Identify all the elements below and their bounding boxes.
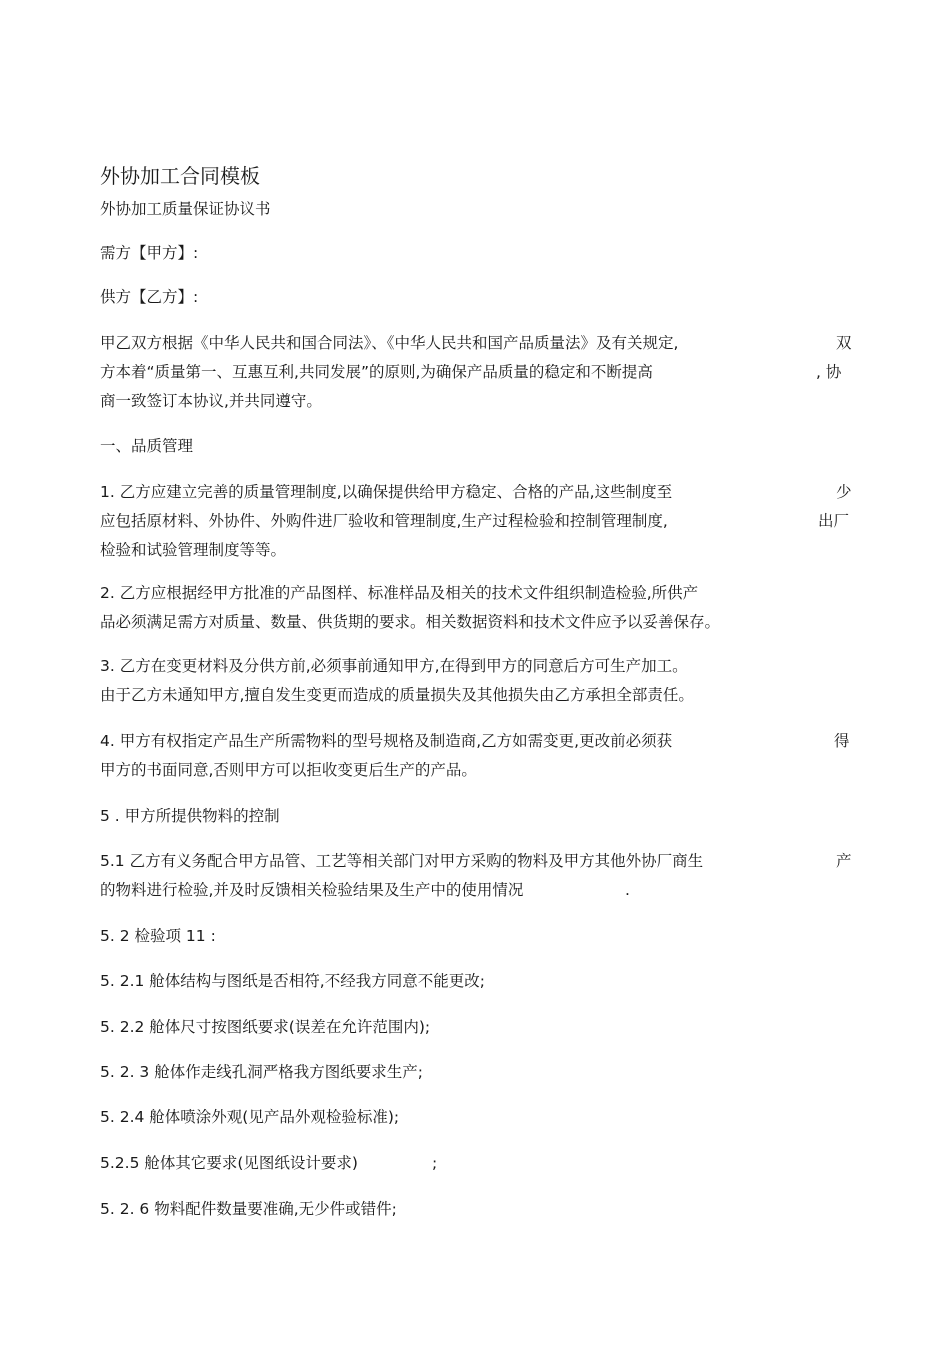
intro-line-1-tail: 双 — [836, 334, 852, 352]
item-4-line-1-tail: 得 — [834, 732, 850, 750]
item-1-line-2-tail: 出厂 — [818, 512, 850, 530]
intro-line-3: 商一致签订本协议,并共同遵守。 — [100, 392, 322, 410]
item-5-2-2: 5. 2.2 舱体尺寸按图纸要求(误差在允许范围内); — [100, 1018, 431, 1036]
item-3-line-2: 由于乙方未通知甲方,擅自发生变更而造成的质量损失及其他损失由乙方承担全部责任。 — [100, 686, 694, 704]
intro-line-2-tail: , 协 — [816, 363, 842, 381]
item-2-line-2: 品必须满足需方对质量、数量、供货期的要求。相关数据资料和技术文件应予以妥善保存。 — [100, 613, 721, 631]
item-5-2-1: 5. 2.1 舱体结构与图纸是否相符,不经我方同意不能更改; — [100, 972, 485, 990]
intro-line-2: 方本着“质量第一、互惠互利,共同发展”的原则,为确保产品质量的稳定和不断提高 — [100, 363, 653, 381]
intro-line-1: 甲乙双方根据《中华人民共和国合同法》、《中华人民共和国产品质量法》及有关规定, — [100, 334, 679, 352]
item-5-heading: 5 . 甲方所提供物料的控制 — [100, 807, 280, 825]
item-5-2-5: 5.2.5 舱体其它要求(见图纸设计要求) — [100, 1154, 358, 1172]
item-4-line-2: 甲方的书面同意,否则甲方可以拒收变更后生产的产品。 — [100, 761, 477, 779]
document-subtitle: 外协加工质量保证协议书 — [100, 200, 271, 218]
document-title: 外协加工合同模板 — [100, 164, 260, 188]
item-3-line-1: 3. 乙方在变更材料及分供方前,必须事前通知甲方,在得到甲方的同意后方可生产加工。 — [100, 657, 688, 675]
item-5-2-5-tail: ; — [432, 1154, 438, 1172]
item-2-line-1: 2. 乙方应根据经甲方批准的产品图样、标准样品及相关的技术文件组织制造检验,所供产 — [100, 584, 699, 602]
item-1-line-3: 检验和试验管理制度等等。 — [100, 541, 287, 559]
item-5-2-4: 5. 2.4 舱体喷涂外观(见产品外观检验标准); — [100, 1108, 400, 1126]
item-1-line-1: 1. 乙方应建立完善的质量管理制度,以确保提供给甲方稳定、合格的产品,这些制度至 — [100, 483, 673, 501]
item-1-line-1-tail: 少 — [836, 483, 852, 501]
item-5-2-heading: 5. 2 检验项 11 : — [100, 927, 216, 945]
item-5-1-line-1-tail: 产 — [836, 852, 852, 870]
item-5-2-6: 5. 2. 6 物料配件数量要准确,无少件或错件; — [100, 1200, 397, 1218]
item-5-2-3: 5. 2. 3 舱体作走线孔洞严格我方图纸要求生产; — [100, 1063, 423, 1081]
item-5-1-line-1: 5.1 乙方有义务配合甲方品管、工艺等相关部门对甲方采购的物料及甲方其他外协厂商生 — [100, 852, 704, 870]
supply-party-label: 供方【乙方】: — [100, 288, 199, 306]
item-1-line-2: 应包括原材料、外协件、外购件进厂验收和管理制度,生产过程检验和控制管理制度, — [100, 512, 668, 530]
item-4-line-1: 4. 甲方有权指定产品生产所需物料的型号规格及制造商,乙方如需变更,更改前必须获 — [100, 732, 673, 750]
item-5-1-line-2-tail: . — [625, 881, 630, 899]
section-heading-quality: 一、品质管理 — [100, 437, 194, 455]
item-5-1-line-2: 的物料进行检验,并及时反馈相关检验结果及生产中的使用情况 — [100, 881, 524, 899]
demand-party-label: 需方【甲方】: — [100, 244, 199, 262]
